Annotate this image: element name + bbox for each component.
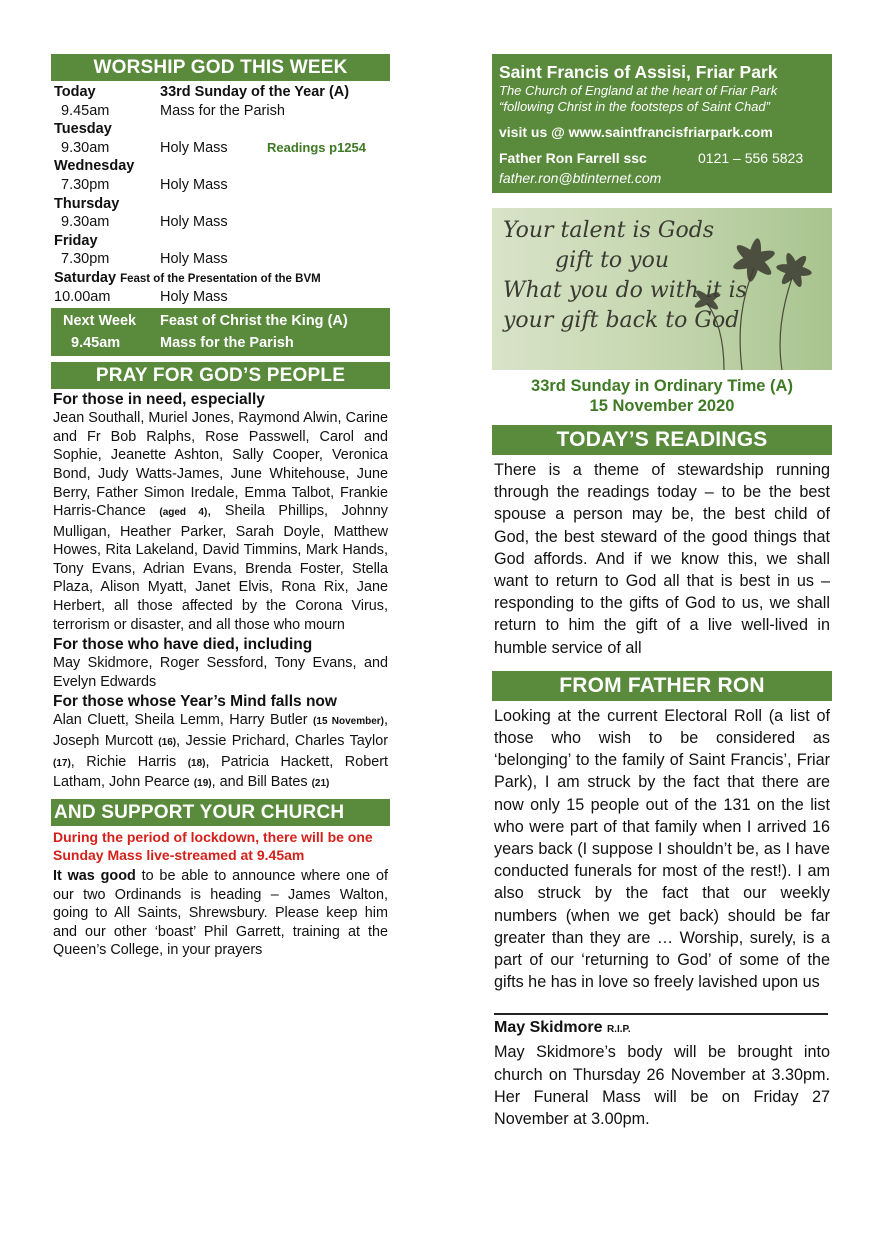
day-label	[54, 269, 321, 289]
tagline: The Church of England at the heart of Friar Park	[499, 83, 778, 98]
ordinand-news	[53, 867, 388, 960]
ordinand-text: to be able to announce where one of our two Ordinands is heading – James Walton, going to All Saints, Shrewsbury. Please keep him and our other ‘boast’ Phil Garrett, training at the Queen’s College, in your prayers	[53, 868, 388, 959]
ym-text: , Joseph Murcott	[53, 712, 388, 750]
ym-date: (18)	[187, 757, 206, 769]
quote-line: your gift back to God	[503, 308, 740, 333]
quote-line: gift to you	[555, 248, 670, 273]
left-column	[51, 54, 390, 960]
talent-quote-image	[492, 208, 832, 370]
schedule-row	[51, 288, 390, 307]
need-names-text: Jean Southall, Muriel Jones, Raymond Alwin, Carine and Fr Bob Ralphs, Rose Passwell, Carol and Sophie, Jeanette Ashton, Sally Cooper, Veronica Bond, Judy Watts-James, June Whitehouse, June Berry, Father Simon Iredale, Emma Talbot, Frankie Harris-Chance	[53, 410, 388, 520]
website-link[interactable]: visit us @ www.saintfrancisfriarpark.com	[499, 124, 773, 140]
pray-heading: PRAY FOR GOD’S PEOPLE	[51, 362, 390, 389]
time: 9.45am	[61, 102, 110, 119]
schedule-row	[51, 83, 390, 102]
tagline-quote: “following Christ in the footsteps of Saint Chad”	[499, 99, 770, 114]
years-mind-names	[53, 711, 388, 793]
support-heading: AND SUPPORT YOUR CHURCH	[51, 799, 390, 826]
need-names	[53, 409, 388, 634]
sunday-date: 15 November 2020	[589, 397, 735, 415]
schedule-row	[51, 195, 390, 214]
service: Holy Mass	[160, 176, 228, 193]
service: Holy Mass	[160, 251, 228, 268]
ym-text: , Patricia Hackett, Robert Latham, John Pearce	[53, 753, 388, 791]
schedule-row	[51, 157, 390, 176]
ym-date: (17)	[53, 757, 71, 769]
schedule-row	[51, 232, 390, 251]
day-label: Friday	[54, 232, 98, 249]
years-mind-heading: For those whose Year’s Mind falls now	[53, 693, 337, 711]
lockdown-note: During the period of lockdown, there will be one Sunday Mass live-streamed at 9.45am	[53, 828, 373, 864]
day-label: Today	[54, 84, 96, 100]
next-week-time: 9.45am	[71, 335, 121, 352]
ym-text: , and Bill Bates	[211, 774, 312, 791]
need-heading: For those in need, especially	[53, 391, 265, 409]
schedule-row	[51, 176, 390, 195]
ym-date: (15 November)	[313, 716, 384, 728]
schedule-row	[51, 139, 390, 158]
saturday-label: Saturday	[54, 269, 117, 286]
time: 9.30am	[61, 214, 110, 231]
age-note: (aged 4)	[159, 507, 208, 519]
service: Mass for the Parish	[160, 102, 285, 119]
right-column	[492, 54, 832, 1130]
quote-line: Your talent is Gods	[503, 218, 715, 243]
rip-suffix: R.I.P.	[606, 1024, 631, 1036]
divider	[494, 1013, 828, 1015]
next-week-row	[51, 310, 390, 332]
ordinand-lead: It was good	[53, 868, 136, 884]
time: 7.30pm	[61, 251, 110, 268]
died-heading: For those who have died, including	[53, 636, 313, 654]
ym-date: (21)	[311, 778, 330, 790]
quote-line: What you do with it is	[503, 278, 747, 303]
ym-date: (19)	[193, 778, 212, 790]
father-text: Looking at the current Electoral Roll (a list of those who wish to be considered as ‘belonging’ to the family of Saint Francis’, Friar Park), I am struck by the fact that there are now only 15 people out of the 131 on the list who were part of that family when I arrived 16 years back (I suppose I shouldn’t be, as I have conducted funerals for most of the rest!). I am also struck by the fact that our weekly numbers (when we get back) should be far greater than they are … Worship, surely, is a part of our ‘returning to God’ of some of the gifts he has in love so freely lavished upon us	[494, 706, 830, 992]
contact-row	[499, 149, 824, 167]
rip-name: May Skidmore	[494, 1019, 603, 1037]
readings-heading: TODAY’S READINGS	[492, 425, 832, 455]
worship-heading: WORSHIP GOD THIS WEEK	[51, 54, 390, 81]
schedule-row	[51, 250, 390, 269]
schedule-row	[51, 269, 390, 288]
service: Holy Mass	[160, 139, 228, 156]
schedule-row	[51, 102, 390, 121]
service: Holy Mass	[160, 214, 228, 231]
next-week-service: Mass for the Parish	[160, 335, 294, 352]
parish-header	[492, 54, 832, 193]
saturday-feast: Feast of the Presentation of the BVM	[120, 272, 321, 285]
day-label: Thursday	[54, 195, 120, 212]
next-week-row	[51, 332, 390, 354]
ym-text: , Jessie Prichard, Charles Taylor	[176, 733, 388, 750]
next-week-label: Next Week	[63, 313, 137, 330]
father-heading: FROM FATHER RON	[492, 671, 832, 701]
readings-text: There is a theme of stewardship running through the readings today – to be the best spouse a person may be, the best child of God, the best steward of the good things that God affords. And if we know this, we shall want to return to God all that is best in us – responding to the gifts of God to us, we shall return to him the gift of a live well-lived in humble service of all	[494, 461, 830, 657]
parish-name: Saint Francis of Assisi, Friar Park	[499, 62, 778, 82]
time: 9.30am	[61, 139, 110, 156]
schedule-row	[51, 213, 390, 232]
day-label: Tuesday	[54, 121, 112, 138]
email-link[interactable]: father.ron@btinternet.com	[499, 170, 662, 186]
died-names: May Skidmore, Roger Sessford, Tony Evans, and Evelyn Edwards	[53, 655, 388, 690]
ym-date: (16)	[158, 737, 177, 749]
phone-number: 0121 – 556 5823	[698, 150, 804, 166]
rip-heading	[494, 1017, 830, 1041]
quote-text	[503, 216, 747, 336]
sunday-title: 33rd Sunday in Ordinary Time (A)	[531, 377, 793, 395]
time: 10.00am	[54, 288, 111, 305]
rip-text: May Skidmore’s body will be brought into church on Thursday 26 November at 3.30pm. Her Funeral Mass will be on Friday 27 November at 3.00pm.	[494, 1043, 830, 1129]
time: 7.30pm	[61, 176, 110, 193]
ym-text: , Richie Harris	[70, 753, 188, 770]
need-names-text: , Sheila Phillips, Johnny Mulligan, Heather Parker, Sarah Doyle, Matthew Howes, Rita Lakeland, David Timmins, Mark Hands, Tony Evans, Adrian Evans, Brenda Foster, Stella Plaza, Alison Myatt, Janet Elvis, Rona Rix, Jane Herbert, all those affected by the Corona Virus, terrorism or disaster, and all those who mourn	[53, 503, 388, 633]
worship-schedule	[51, 83, 390, 306]
next-week-box	[51, 308, 390, 356]
readings-page: Readings p1254	[267, 139, 366, 155]
priest-name: Father Ron Farrell ssc	[499, 150, 647, 166]
schedule-row	[51, 120, 390, 139]
day-label: Wednesday	[54, 158, 135, 175]
sunday-heading: 33rd Sunday of the Year (A)	[160, 84, 350, 100]
next-week-feast: Feast of Christ the King (A)	[160, 313, 348, 330]
ym-text: Alan Cluett, Sheila Lemm, Harry Butler	[53, 712, 314, 729]
service: Holy Mass	[160, 288, 228, 305]
